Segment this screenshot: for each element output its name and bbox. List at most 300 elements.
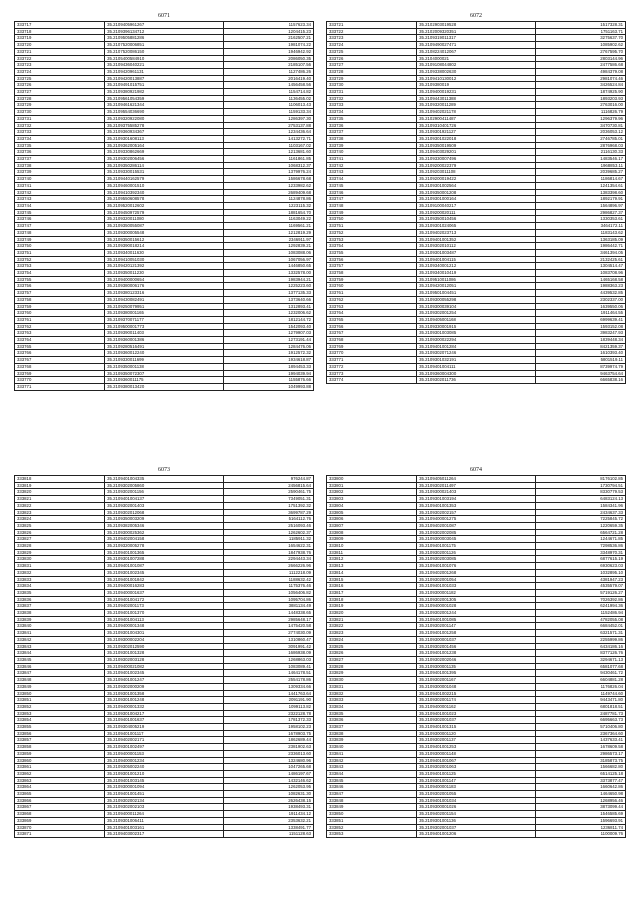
coordinate-cell: 35.2109302001137 [417,737,536,744]
table-row [327,750,626,757]
table-row [327,115,626,122]
id-cell: 333758 [327,270,417,277]
coordinate-cell: 35.2109301921127 [417,129,536,136]
id-cell: 333836 [327,717,417,724]
coordinate-cell: 35.2109420012051 [417,283,536,290]
value-cell: 2981074.46 [535,75,625,82]
value-cell: 8330779.53 [535,489,625,496]
value-cell: 1593152.08 [535,323,625,330]
table-row [327,663,626,670]
id-cell: 333847 [327,791,417,798]
id-cell: 333829 [15,549,105,556]
coordinate-cell: 35.2109302001055 [417,791,536,798]
coordinate-cell: 35.2109300001135 [417,663,536,670]
coordinate-cell: 35.2109350015612 [105,236,224,243]
value-cell: 1185911.32 [223,536,313,543]
value-cell: 2016419.40 [223,75,313,82]
value-cell: 1839448.34 [535,337,625,344]
coordinate-cell: 35.2104000021 [417,55,536,62]
id-cell: 333751 [15,249,105,256]
value-cell: 1032895.10 [535,569,625,576]
value-cell: 1309334.66 [223,683,313,690]
value-cell: 2353632.21 [223,817,313,824]
value-cell: 5710406.80 [535,724,625,731]
value-cell: 1946942.92 [223,48,313,55]
id-cell: 333774 [327,377,417,384]
id-cell: 333856 [15,730,105,737]
id-cell: 333809 [327,536,417,543]
table-row [15,476,314,483]
coordinate-cell: 35.2109403029201 [417,149,536,156]
table-row [327,797,626,804]
value-cell: 1464178.51 [223,670,313,677]
value-cell: 2116130.33 [535,149,625,156]
coordinate-cell: 35.2109300021403 [417,489,536,496]
coordinate-cell: 35.2109300025362 [105,529,224,536]
value-cell: 1176826.04 [535,683,625,690]
value-cell: 3470730.81 [535,122,625,129]
coordinate-cell: 35.2109300055298 [417,296,536,303]
id-cell: 333850 [327,811,417,818]
coordinate-cell: 35.2109302001403 [105,502,224,509]
id-cell: 333771 [15,383,105,390]
table-row [327,48,626,55]
table-row [15,502,314,509]
id-cell: 333749 [327,209,417,216]
id-cell: 333739 [15,169,105,176]
coordinate-cell: 35.2109380921982 [105,89,224,96]
coordinate-cell: 35.2109402001087 [417,522,536,529]
id-cell: 333729 [327,75,417,82]
coordinate-cell: 35.2109302001063 [417,764,536,771]
table-row [327,290,626,297]
coordinate-cell: 35.2109401001085 [417,616,536,623]
table-row [15,663,314,670]
page-title: 6071 [158,13,170,19]
id-cell: 333762 [15,323,105,330]
table-row [15,337,314,344]
table-row [15,603,314,610]
value-cell: 6581077.68 [535,663,625,670]
id-cell: 333857 [15,737,105,744]
coordinate-cell: 35.2109402001268 [417,569,536,576]
coordinate-cell: 35.2109401001033 [417,583,536,590]
value-cell: 1994039.94 [223,370,313,377]
id-cell: 333858 [15,744,105,751]
data-table [326,21,626,384]
coordinate-cell: 35.2109410392340 [105,189,224,196]
coordinate-cell: 35.2109520012602 [105,202,224,209]
table-row [327,502,626,509]
id-cell: 333770 [327,350,417,357]
value-cell: 1233982.62 [223,182,313,189]
coordinate-cell: 35.2109401003161 [105,824,224,831]
id-cell: 333752 [327,229,417,236]
table-row [15,142,314,149]
coordinate-cell: 35.2109380013420 [105,383,224,390]
value-cell: 1083708.96 [535,270,625,277]
coordinate-cell: 35.2102903019528 [417,22,536,29]
coordinate-cell: 35.2109401001125 [417,770,536,777]
table-row [327,683,626,690]
coordinate-cell: 35.2109250079951 [105,303,224,310]
value-cell: 3983247.93 [535,330,625,337]
table-row [15,62,314,69]
id-cell: 333850 [15,690,105,697]
id-cell: 333742 [15,189,105,196]
table-row [15,496,314,503]
value-cell: 2516093.46 [223,522,313,529]
id-cell: 333764 [327,310,417,317]
coordinate-cell: 35.2109400001183 [417,784,536,791]
coordinate-cell: 35.2109491015751 [105,82,224,89]
table-row [15,169,314,176]
coordinate-cell: 35.2109301032191 [417,357,536,364]
id-cell: 333869 [15,817,105,824]
coordinate-cell: 35.2109360934367 [105,129,224,136]
table-row [15,75,314,82]
coordinate-cell: 35.2109302000209 [105,683,224,690]
id-cell: 333746 [15,216,105,223]
id-cell: 333760 [327,283,417,290]
coordinate-cell: 35.2109302010112 [417,243,536,250]
coordinate-cell: 35.2109340011630 [105,249,224,256]
id-cell: 333732 [327,95,417,102]
value-cell: 4381947.23 [535,576,625,583]
coordinate-cell: 35.2109405961267 [105,22,224,29]
coordinate-cell: 35.2109301004217 [105,710,224,717]
value-cell: 1279907.03 [223,330,313,337]
value-cell: 1938493.31 [223,804,313,811]
value-cell: 6321571.31 [535,630,625,637]
coordinate-cell: 35.2108224012067 [417,48,536,55]
coordinate-cell: 35.2109302011497 [417,482,536,489]
value-cell: 1212819.29 [223,229,313,236]
value-cell: 1225223.60 [223,283,313,290]
table-row [15,764,314,771]
coordinate-cell: 35.2109443011388 [417,95,536,102]
coordinate-cell: 35.2109300001148 [417,750,536,757]
value-cell: 4439532.85 [535,290,625,297]
id-cell: 333765 [15,343,105,350]
value-cell: 2036053.12 [535,129,625,136]
coordinate-cell: 35.2109401001175 [417,543,536,550]
value-cell: 1596693.91 [535,817,625,824]
table-row [15,650,314,657]
coordinate-cell: 35.2109300001094 [105,784,224,791]
coordinate-cell: 35.2109301002497 [105,744,224,751]
coordinate-cell: 35.2109320922080 [105,115,224,122]
table-row [327,75,626,82]
coordinate-cell: 35.2109400001162 [417,703,536,710]
coordinate-cell: 35.2109460001510 [105,182,224,189]
id-cell: 333738 [327,135,417,142]
id-cell: 333773 [327,370,417,377]
value-cell: 1441763.64 [223,690,313,697]
table-row [327,223,626,230]
table-row [15,770,314,777]
page-title: 6073 [158,467,170,473]
coordinate-cell: 35.2109554036690 [105,109,224,116]
coordinate-cell: 35.2109302001147 [417,623,536,630]
id-cell: 333851 [15,697,105,704]
value-cell: 9443471.80 [535,697,625,704]
table-row [15,697,314,704]
coordinate-cell: 35.2109401001117 [105,730,224,737]
coordinate-cell: 35.2109330001915 [417,323,536,330]
value-cell: 7349051.31 [223,496,313,503]
table-row [327,824,626,831]
table-row [327,529,626,536]
id-cell: 333852 [15,703,105,710]
value-cell: 1894453.33 [223,363,313,370]
id-cell: 333832 [327,690,417,697]
id-cell: 333724 [15,68,105,75]
coordinate-cell: 35.2109461621344 [105,102,224,109]
table-row [15,750,314,757]
id-cell: 333844 [15,650,105,657]
id-cell: 333741 [327,156,417,163]
coordinate-cell: 35.2109100040217 [417,202,536,209]
table-row [15,323,314,330]
table-row [15,636,314,643]
id-cell: 333831 [327,683,417,690]
coordinate-cell: 35.2109401001253 [417,744,536,751]
table-row [327,263,626,270]
value-cell: 6684452.01 [535,623,625,630]
id-cell: 333800 [327,476,417,483]
table-row [327,182,626,189]
id-cell: 333835 [327,710,417,717]
id-cell: 333849 [327,804,417,811]
table-row [15,690,314,697]
table-row [327,109,626,116]
coordinate-cell: 35.2109280516491 [105,343,224,350]
id-cell: 333726 [327,55,417,62]
coordinate-cell: 35.2109302002134 [105,797,224,804]
value-cell: 6665838.16 [535,377,625,384]
table-row [15,102,314,109]
value-cell: 8421359.37 [535,343,625,350]
value-cell: 1654622.31 [223,543,313,550]
coordinate-cell: 35.2109401001842 [105,576,224,583]
value-cell: 1332578.00 [223,270,313,277]
value-cell: 9463754.64 [535,370,625,377]
value-cell: 6801818.51 [535,703,625,710]
value-cell: 1163049.22 [223,216,313,223]
coordinate-cell: 35.2109310401726 [417,122,536,129]
coordinate-cell: 35.2109350019509 [417,142,536,149]
value-cell: 1958102.23 [223,724,313,731]
coordinate-cell: 35.2109302003128 [105,656,224,663]
coordinate-cell: 35.2109350072307 [105,370,224,377]
value-cell: 1475420.58 [223,623,313,630]
value-cell: 1159133.34 [223,109,313,116]
id-cell: 333729 [15,102,105,109]
coordinate-cell: 35.2109401001365 [105,549,224,556]
id-cell: 333726 [15,82,105,89]
id-cell: 333824 [327,636,417,643]
id-cell: 333827 [15,536,105,543]
coordinate-cell: 35.2109350001208 [417,189,536,196]
coordinate-cell: 35.2109300002204 [105,636,224,643]
table-row [327,516,626,523]
table-row [15,717,314,724]
value-cell: 2763016.00 [535,102,625,109]
coordinate-cell: 35.2109301001210 [105,770,224,777]
coordinate-cell: 35.2109401001353 [417,502,536,509]
table-row [327,670,626,677]
id-cell: 333832 [15,569,105,576]
coordinate-cell: 35.2109402021178 [417,109,536,116]
id-cell: 333833 [15,576,105,583]
table-row [327,129,626,136]
table-row [327,703,626,710]
id-cell: 333755 [15,276,105,283]
id-cell: 333826 [15,529,105,536]
table-row [15,48,314,55]
id-cell: 333805 [327,509,417,516]
table-row [327,142,626,149]
table-row [327,55,626,62]
value-cell: 1584341.96 [535,502,625,509]
coordinate-cell: 35.2109401004115 [417,256,536,263]
value-cell: 1566682.80 [535,764,625,771]
value-cell: 1155876.66 [223,377,313,384]
table-row [327,636,626,643]
id-cell: 333827 [327,656,417,663]
id-cell: 333718 [15,28,105,35]
coordinate-cell: 35.2109430082491 [105,296,224,303]
value-cell: 1112218.09 [223,569,313,576]
coordinate-cell: 35.2109301003085 [417,330,536,337]
coordinate-cell: 35.2109400001332 [105,703,224,710]
table-row [327,656,626,663]
coordinate-cell: 35.2109360004300 [417,370,536,377]
table-row [327,623,626,630]
id-cell: 333840 [15,623,105,630]
id-cell: 333735 [15,142,105,149]
value-cell: 1437633.41 [535,737,625,744]
value-cell: 1564896.97 [535,202,625,209]
id-cell: 333738 [15,162,105,169]
value-cell: 1751392.32 [223,502,313,509]
id-cell: 333814 [327,569,417,576]
table-row [15,276,314,283]
id-cell: 333750 [327,216,417,223]
id-cell: 333868 [15,811,105,818]
coordinate-cell: 35.2109350011230 [105,270,224,277]
coordinate-cell: 35.2109420121392 [105,263,224,270]
table-row [327,196,626,203]
table-row [15,256,314,263]
id-cell: 333843 [15,643,105,650]
id-cell: 333743 [15,196,105,203]
coordinate-cell: 35.2109400021082 [105,663,224,670]
value-cell: 1169561.21 [223,223,313,230]
id-cell: 333830 [327,677,417,684]
id-cell: 333824 [15,516,105,523]
table-row [327,476,626,483]
coordinate-cell: 35.2109360001386 [105,337,224,344]
coordinate-cell: 35.2109401001238 [417,650,536,657]
table-row [327,690,626,697]
value-cell: 1456458.56 [223,82,313,89]
table-row [327,710,626,717]
coordinate-cell: 35.2109400011264 [105,811,224,818]
coordinate-cell: 35.2105400584910 [105,55,224,62]
id-cell: 333828 [15,543,105,550]
value-cell: 1262602.37 [223,529,313,536]
table-row [327,162,626,169]
coordinate-cell: 35.2109401001247 [105,677,224,684]
coordinate-cell: 35.2109300001037 [417,636,536,643]
id-cell: 333842 [15,636,105,643]
id-cell: 333733 [15,129,105,136]
data-table [14,475,314,838]
value-cell: 2985648.17 [223,616,313,623]
coordinate-cell: 35.2109380123316 [105,290,224,297]
id-cell: 333747 [15,223,105,230]
table-row [327,770,626,777]
table-row [15,89,314,96]
table-row [15,670,314,677]
coordinate-cell: 35.2109401001206 [417,831,536,838]
coordinate-cell: 35.2109350055087 [105,223,224,230]
value-cell: 1324680.96 [223,757,313,764]
coordinate-cell: 35.2109375585278 [105,122,224,129]
id-cell: 333852 [327,824,417,831]
id-cell: 333854 [15,717,105,724]
id-cell: 333842 [327,757,417,764]
table-row [15,516,314,523]
id-cell: 333734 [327,109,417,116]
id-cell: 333845 [15,656,105,663]
table-page-1 [14,12,314,438]
coordinate-cell: 35.2109490027471 [417,42,536,49]
table-row [15,797,314,804]
value-cell: 3873099.44 [535,804,625,811]
id-cell: 333861 [15,764,105,771]
value-cell: 1286397.30 [223,115,313,122]
value-cell: 1151128.63 [223,831,313,838]
id-cell: 333751 [327,223,417,230]
value-cell: 1363185.09 [535,236,625,243]
id-cell: 333823 [327,630,417,637]
table-row [15,703,314,710]
coordinate-cell: 35.2109301608113 [105,135,224,142]
value-cell: 8176102.85 [535,476,625,483]
id-cell: 333739 [327,142,417,149]
id-cell: 333743 [327,169,417,176]
coordinate-cell: 35.2109302003085 [417,556,536,563]
table-row [327,482,626,489]
value-cell: 976244.87 [223,476,313,483]
value-cell: 6695663.73 [535,717,625,724]
id-cell: 333819 [327,603,417,610]
value-cell: 6999639.41 [535,316,625,323]
value-cell: 1262053.95 [223,784,313,791]
id-cell: 333855 [15,724,105,731]
value-cell: 1188632.42 [223,576,313,583]
id-cell: 333769 [15,370,105,377]
value-cell: 1056406.82 [223,589,313,596]
table-row [327,737,626,744]
coordinate-cell: 35.2109360011175 [105,377,224,384]
table-row [15,209,314,216]
table-row [327,543,626,550]
id-cell: 333810 [327,543,417,550]
